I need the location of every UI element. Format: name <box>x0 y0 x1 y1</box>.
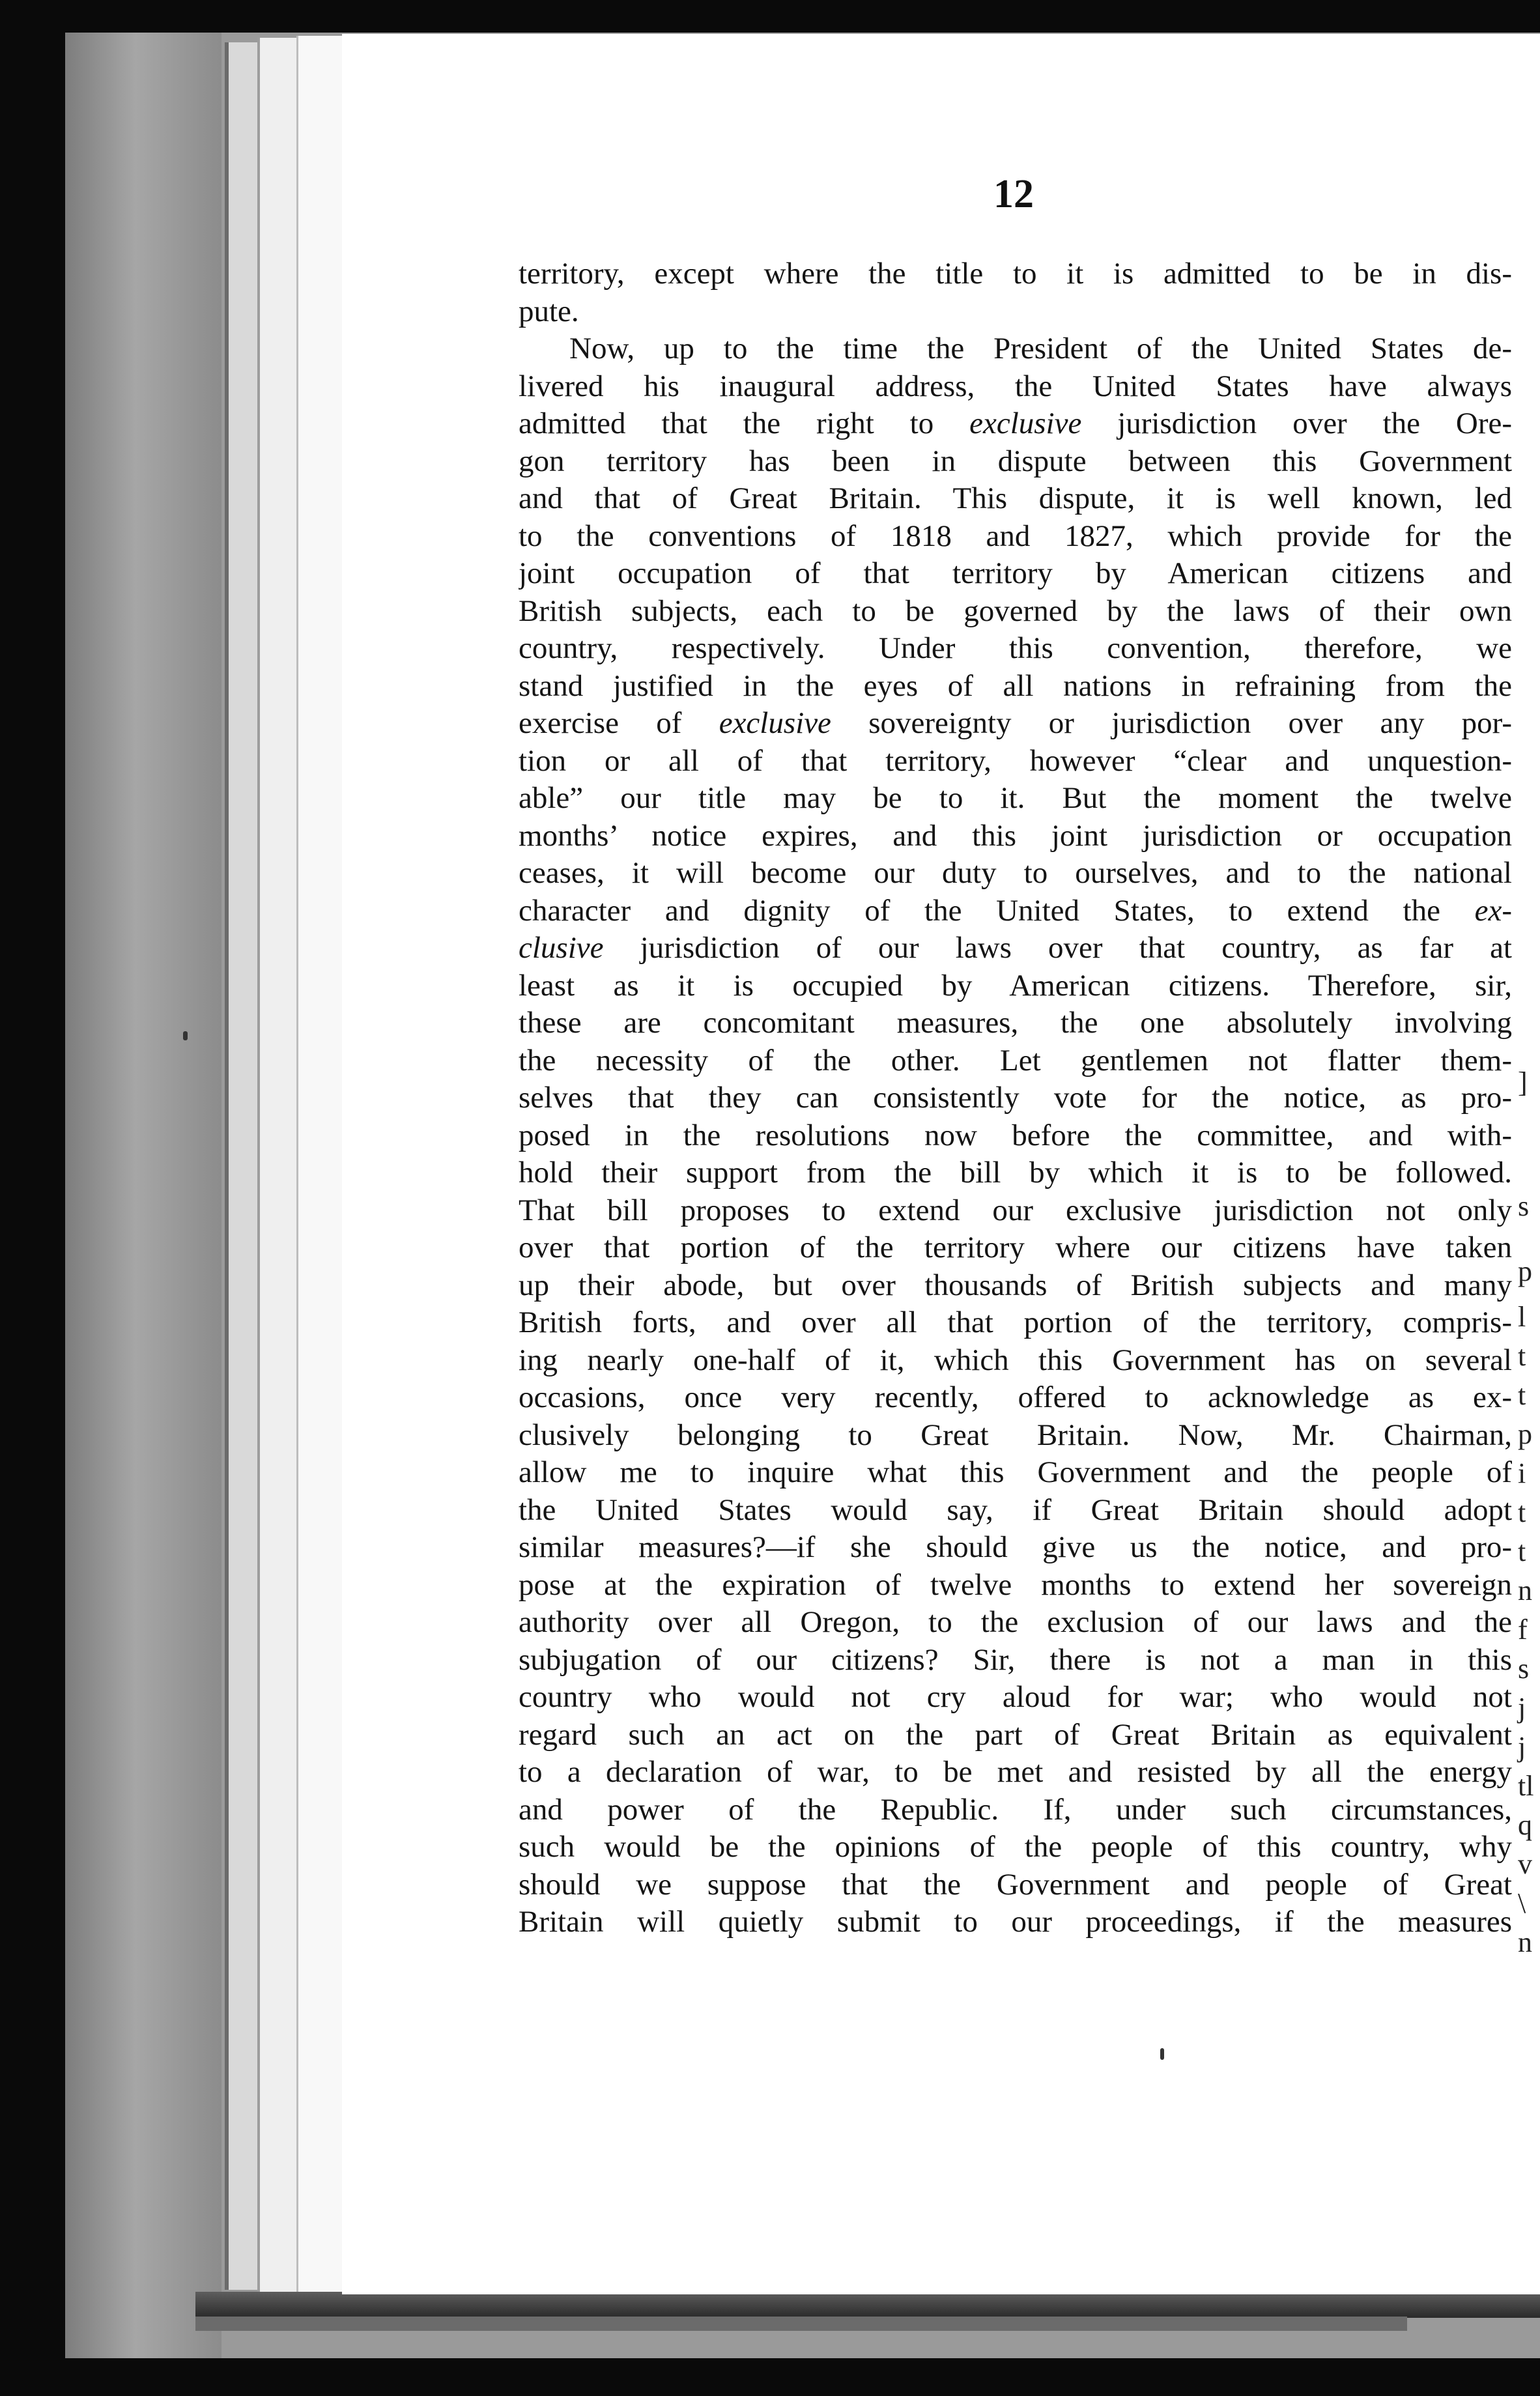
text-line: British subjects, each to be governed by the laws of their own <box>519 593 1512 628</box>
facing-page-letter: \ <box>1518 1887 1526 1919</box>
text-run: sovereignty or jurisdiction over any por- <box>831 706 1512 740</box>
text-run: jurisdiction over the Ore- <box>1081 406 1512 440</box>
facing-page-letter: v <box>1518 1848 1532 1880</box>
scan-speck <box>1160 2048 1164 2060</box>
text-line: and that of Great Britain. This dispute, it is well known, led <box>519 481 1512 515</box>
text-line: occasions, once very recently, offered to acknowledge as ex- <box>519 1380 1512 1414</box>
facing-page-letter: n <box>1518 1926 1532 1958</box>
text-line: stand justified in the eyes of all nations in refraining from the <box>519 668 1512 703</box>
text-line: hold their support from the bill by which it is to be followed. <box>519 1156 1512 1190</box>
text-line: ceases, it will become our duty to ourselves, and to the national <box>519 856 1512 890</box>
text-line: gon territory has been in dispute between this Government <box>519 444 1512 478</box>
italic-emphasis: clusive <box>519 931 604 965</box>
facing-page-letter: t <box>1518 1379 1526 1411</box>
italic-emphasis: ex- <box>1474 893 1512 928</box>
page-bottom-shadow <box>195 2292 1540 2318</box>
text-line: subjugation of our citizens? Sir, there is not a man in this <box>519 1642 1512 1677</box>
facing-page-letter: p <box>1518 1418 1532 1450</box>
text-run: admitted that the right to <box>519 406 970 440</box>
text-line: posed in the resolutions now before the committee, and with- <box>519 1118 1512 1152</box>
text-line: over that portion of the territory where our citizens have taken <box>519 1231 1512 1264</box>
text-run: character and dignity of the United States, to extend the <box>519 893 1475 928</box>
text-line: joint occupation of that territory by American citizens and <box>519 556 1512 590</box>
text-line: such would be the opinions of the people of this country, why <box>519 1830 1512 1864</box>
text-line: clusively belonging to Great Britain. Now, Mr. Chairman, <box>519 1418 1512 1452</box>
italic-emphasis: exclusive <box>969 406 1082 440</box>
text-line <box>519 705 1512 743</box>
text-line: least as it is occupied by American citizens. Therefore, sir, <box>519 968 1512 1003</box>
text-line: the United States would say, if Great Britain should adopt <box>519 1492 1512 1527</box>
facing-page-letter: i <box>1518 1457 1526 1489</box>
text-line: up their abode, but over thousands of British subjects and many <box>519 1268 1512 1302</box>
facing-page-letter: j <box>1518 1692 1526 1724</box>
text-line: tion or all of that territory, however “clear and unquestion- <box>519 743 1512 778</box>
facing-page-letter: q <box>1518 1809 1532 1841</box>
text-line: livered his inaugural address, the United States have always <box>519 369 1512 403</box>
text-line: territory, except where the title to it is admitted to be in dis- <box>519 257 1512 291</box>
text-line: regard such an act on the part of Great Britain as equivalent <box>519 1717 1512 1752</box>
text-line: Now, up to the time the President of the United States de- <box>569 332 1512 365</box>
text-line: to the conventions of 1818 and 1827, which provide for the <box>519 519 1512 553</box>
text-line: country, respectively. Under this convention, therefore, we <box>519 631 1512 665</box>
text-line: pute. <box>519 294 579 328</box>
facing-page-letter: s <box>1518 1190 1530 1222</box>
facing-page-letter: ] <box>1518 1066 1528 1098</box>
text-line: and power of the Republic. If, under such circumstances, <box>519 1792 1512 1827</box>
facing-page-letter: l <box>1518 1301 1526 1333</box>
text-line <box>519 405 1512 443</box>
page-number: 12 <box>993 172 1034 216</box>
text-line: ing nearly one-half of it, which this Government has on several <box>519 1343 1512 1377</box>
body-text <box>519 255 1512 1941</box>
text-line: the necessity of the other. Let gentlemen not flatter them- <box>519 1043 1512 1077</box>
text-line: allow me to inquire what this Government and the people of <box>519 1455 1512 1489</box>
text-line <box>519 892 1512 930</box>
facing-page-letter: n <box>1518 1575 1532 1606</box>
text-line: That bill proposes to extend our exclusive jurisdiction not only <box>519 1193 1512 1227</box>
text-line: able” our title may be to it. But the moment the twelve <box>519 781 1512 815</box>
text-line: selves that they can consistently vote for the notice, as pro- <box>519 1081 1512 1115</box>
text-line: British forts, and over all that portion of the territory, compris- <box>519 1305 1512 1339</box>
facing-page-letter: s <box>1518 1653 1530 1685</box>
text-line: to a declaration of war, to be met and resisted by all the energy <box>519 1755 1512 1789</box>
text-run: jurisdiction of our laws over that country, as far at <box>603 931 1512 965</box>
page-stack-shadow <box>65 33 221 2358</box>
text-line: authority over all Oregon, to the exclusion of our laws and the <box>519 1605 1512 1639</box>
facing-page-letter: f <box>1518 1614 1528 1646</box>
text-line: pose at the expiration of twelve months to extend her sovereign <box>519 1567 1512 1602</box>
italic-emphasis: exclusive <box>719 706 831 740</box>
facing-page-letter: t <box>1518 1496 1526 1528</box>
text-line: similar measures?—if she should give us the notice, and pro- <box>519 1530 1512 1564</box>
facing-page-letter: t <box>1518 1535 1526 1567</box>
scan-speck <box>183 1031 188 1040</box>
text-line: Britain will quietly submit to our proceedings, if the measures <box>519 1905 1512 1939</box>
page-bottom-edge <box>195 2317 1407 2331</box>
facing-page-fragments <box>1518 0 1540 2396</box>
text-line <box>519 930 1512 967</box>
facing-page-letter: tl <box>1518 1770 1534 1802</box>
text-line: should we suppose that the Government and people of Great <box>519 1867 1512 1902</box>
facing-page-letter: p <box>1518 1255 1532 1287</box>
text-line: these are concomitant measures, the one absolutely involving <box>519 1006 1512 1040</box>
text-line: country who would not cry aloud for war; who would not <box>519 1680 1512 1714</box>
facing-page-letter: j <box>1518 1731 1526 1763</box>
text-run: exercise of <box>519 706 719 740</box>
facing-page-letter: t <box>1518 1340 1526 1372</box>
text-line: months’ notice expires, and this joint jurisdiction or occupation <box>519 818 1512 853</box>
